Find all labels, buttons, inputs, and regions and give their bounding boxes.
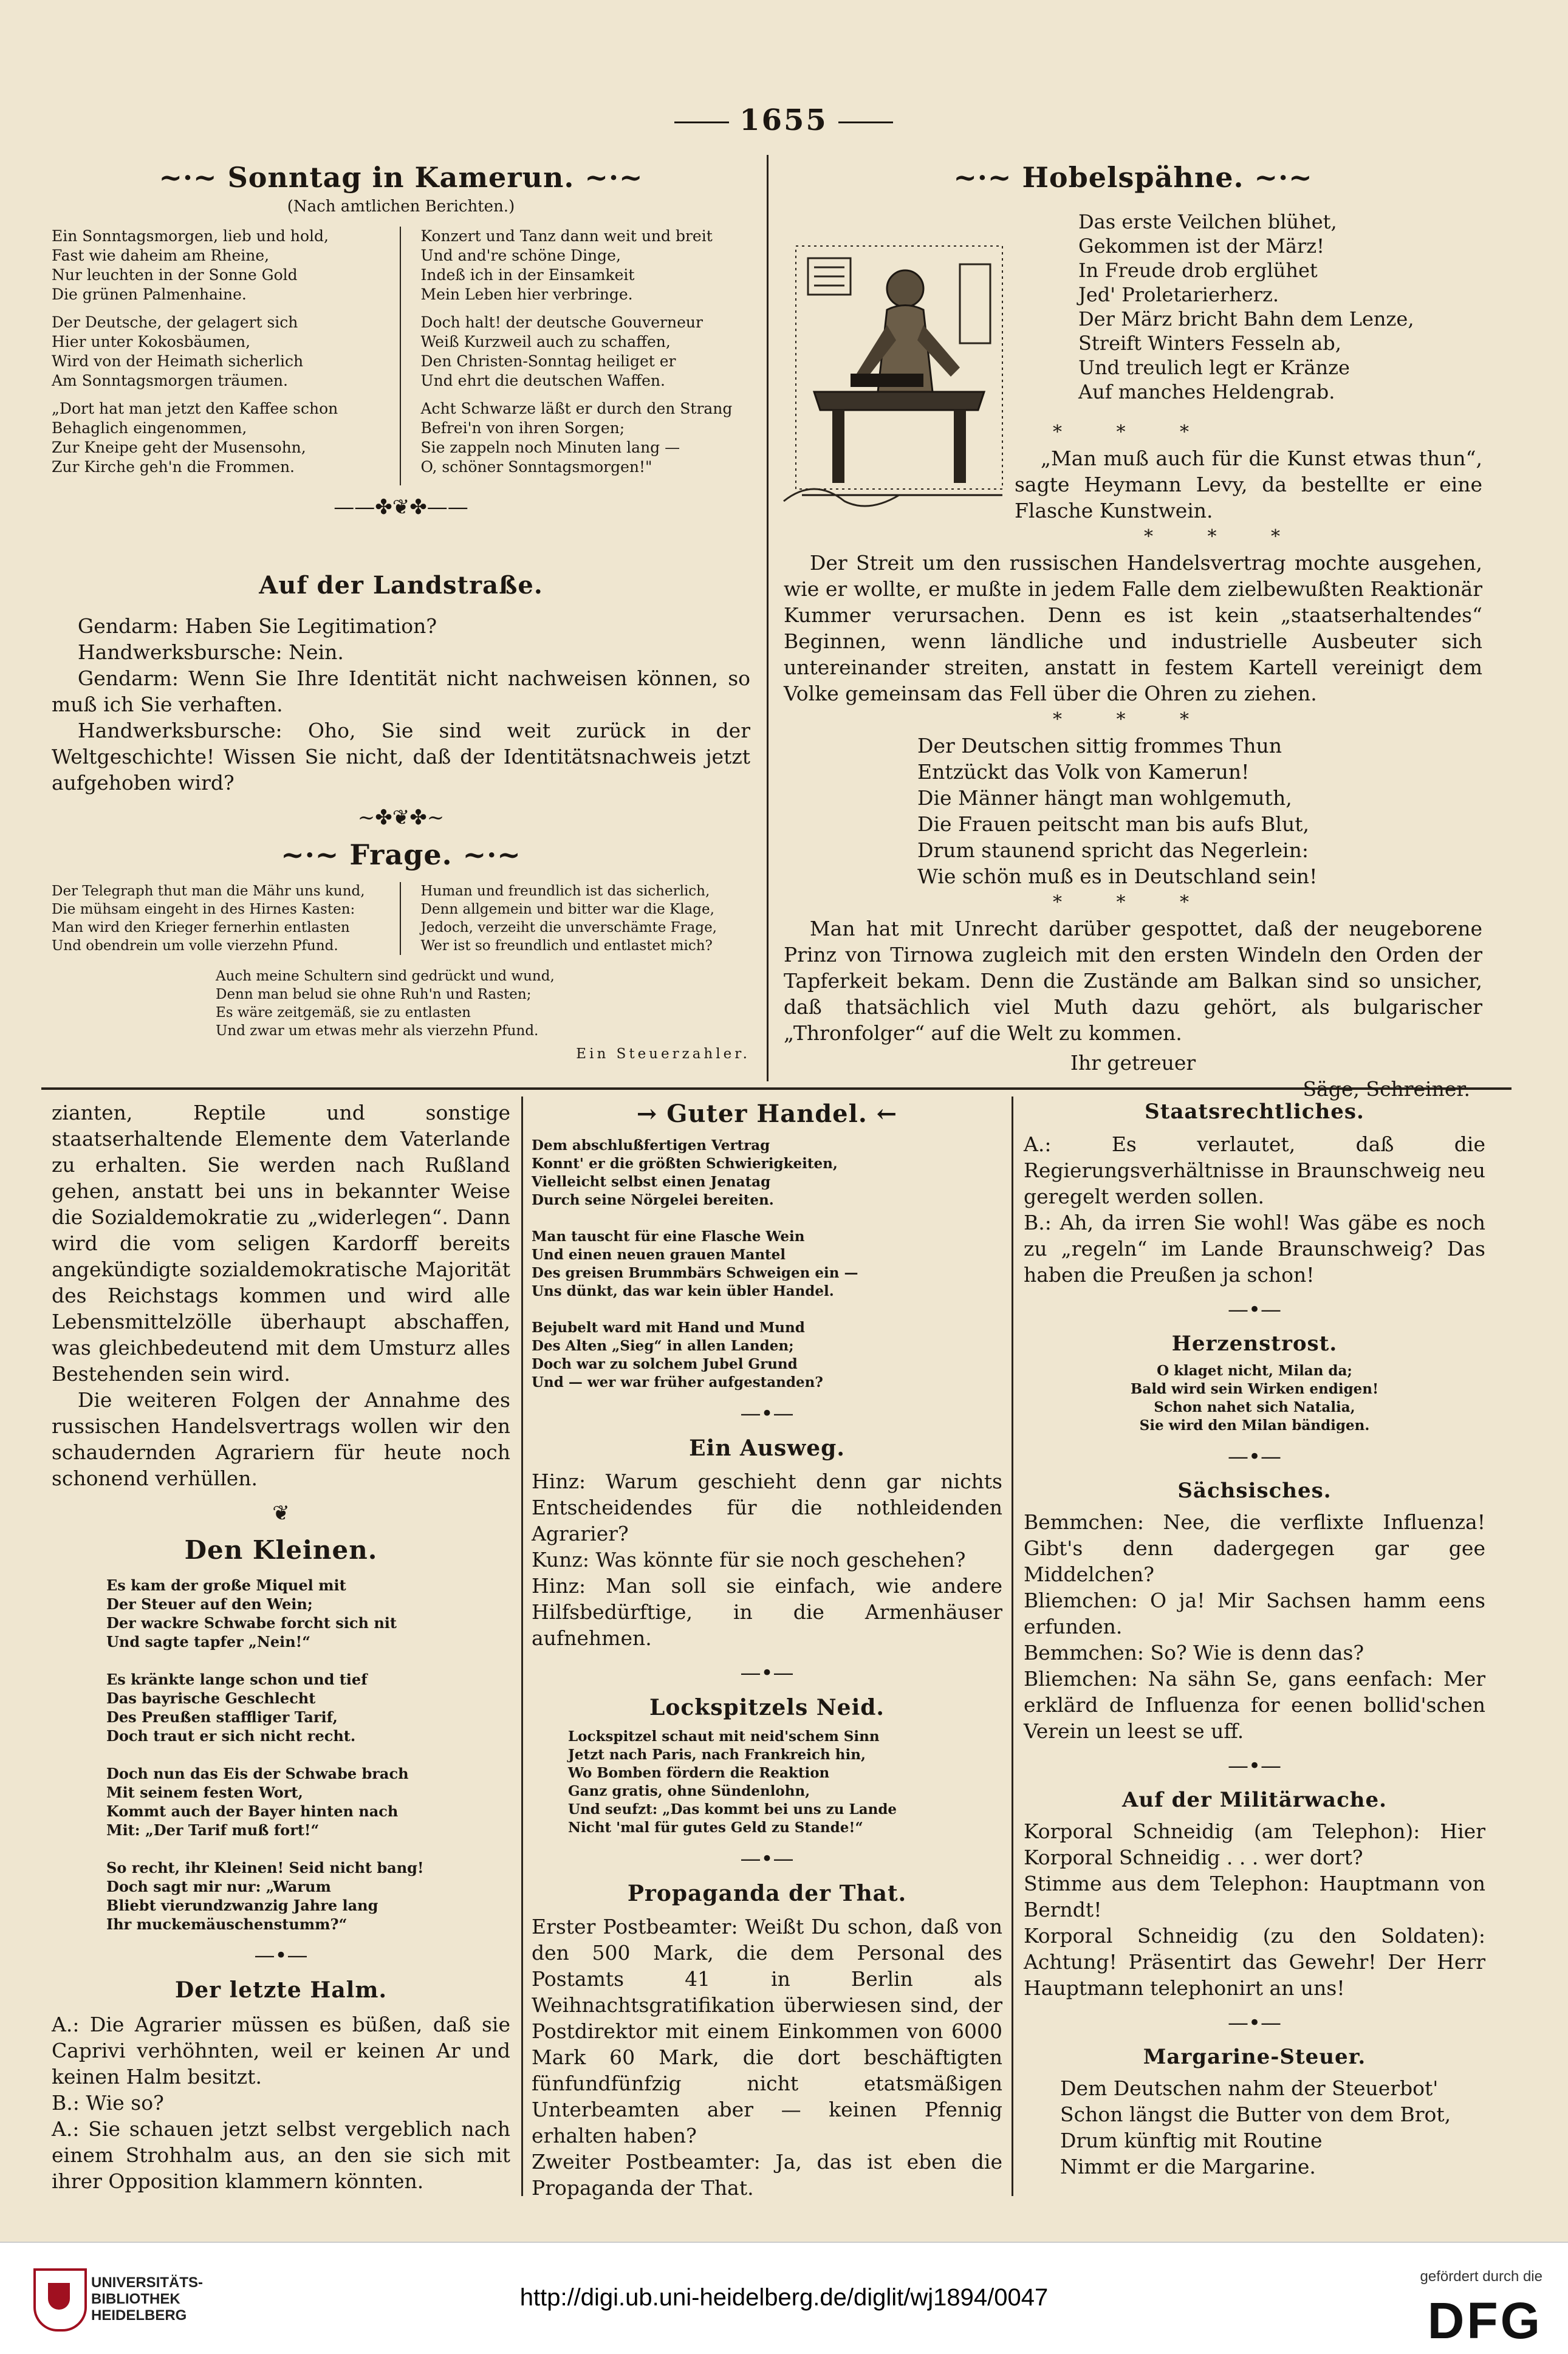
article-title: Auf der Landstraße. [259, 571, 543, 600]
article-title: Margarine-Steuer. [1143, 2045, 1366, 2069]
article-title: Den Kleinen. [184, 1535, 378, 1565]
column-divider-bottom-2 [1012, 1097, 1013, 2196]
article-title: Auf der Militärwache. [1122, 1788, 1387, 1812]
article-title: Herzenstrost. [1171, 1332, 1338, 1356]
dialogue: Erster Postbeamter: Weißt Du schon, daß von den 500 Mark, die dem Personal des Postamts 41 in Berlin als Weihnachtsgratifikation überwiesen sind, der Postdirektor mit einem Einkommen von 6000 Mark 60 Mark, die dort beschäftigten fünfundfünfzig nicht etatsmäßigen Unterbeamten aber — keinen Pfennig erhalten haben? Zweiter Postbeamter: Ja, das ist eben die Propaganda der That. [532, 1915, 1002, 2200]
funding-label: gefördert durch die [1420, 2268, 1542, 2285]
ornament-divider: —•— [740, 1847, 794, 1871]
article-hobelspaehne [784, 161, 1482, 194]
poem-left-column [52, 227, 382, 485]
article-sonntag [52, 161, 750, 529]
poem: Es kam der große Miquel mit Der Steuer auf den Wein; Der wackre Schwabe forcht sich nit Und sagte tapfer „Nein!“ Es kränkte lange schon und tief Das bayrische Geschlecht Des Preußen staffliger Tarif, Doch traut er sich nicht recht. Doch nun das Eis der Schwabe brach Mit seinem festen Wort, Kommt auch der Bayer hinten nach Mit: „Der Tarif muß fort!“ So recht, ihr Kleinen! Seid nicht bang! Doch sagt mir nur: „Warum Bliebt vierundzwanzig Jahre lang Ihr muckemäuschenstumm?“ [106, 1576, 424, 1933]
paragraph: Handwerksbursche: Oho, Sie sind weit zurück in der Weltgeschichte! Wissen Sie nicht, daß der Identitätsnachweis jetzt aufgehoben wird? [52, 719, 750, 795]
stanza: Der Deutsche, der gelagert sich Hier unter Kokosbäumen, Wird von der Heimath sicherlich Am Sonntagsmorgen träumen. [52, 313, 304, 389]
paragraph: Gendarm: Haben Sie Legitimation? [77, 614, 437, 638]
hobel-poem-1 [1078, 210, 1473, 404]
column-divider-top [767, 155, 769, 1081]
ornament-divider: ——✤❦✤—— [334, 495, 468, 519]
dialogue: A.: Die Agrarier müssen es büßen, daß sie Caprivi verhöhnten, weil er keinen Ar und keinen Halm besitzt. B.: Wie so? A.: Sie schauen jetzt selbst vergeblich nach einem Strohhalm aus, an den sie sich mit ihrer Opposition klammern könnten. [52, 2013, 510, 2193]
article-title: → Guter Handel. ← [636, 1100, 898, 1128]
paragraph: Gendarm: Wenn Sie Ihre Identität nicht nachweisen können, so muß ich Sie verhaften. [52, 666, 750, 716]
paragraph: zianten, Reptile und sonstige staatserhaltende Elemente dem Vaterlande zu erhalten. Sie werden nach Rußland gehen, anstatt bei uns in bekannter Weise die Sozialdemokratie zu „widerlegen“. Dann wird die vom seligen Kardorff bereits angekündigte sozialdemokratische Majorität des Reichstags kommen und wird alle Lebensmittelzölle überhaupt abschaffen, was gleichbedeutend mit dem Umsturz alles Bestehenden sein wird. [52, 1101, 510, 1386]
poem: Dem abschlußfertigen Vertrag Konnt' er die größten Schwierigkeiten, Vielleicht selbst einen Jenatag Durch seine Nörgelei bereiten. Man tauscht für eine Flasche Wein Und einen neuen grauen Mantel Des greisen Brummbärs Schweigen ein — Uns dünkt, das war kein übler Handel. Bejubelt ward mit Hand und Mund Des Alten „Sieg“ in allen Landen; Doch war zu solchem Jubel Grund Und — wer war früher aufgestanden? [532, 1137, 858, 1391]
library-footer [0, 2242, 1568, 2354]
paragraph: Man hat mit Unrecht darüber gespottet, daß der neugeborene Prinz von Tirnowa zugleich mit den ersten Windeln den Orden der Tapferkeit bekam. Denn die Zustände am Balkan sind so unsicher, daß thatsächlich viel Muth dazu gehört, als bulgarischer „Thronfolger“ auf die Welt zu kommen. [784, 917, 1482, 1045]
ornament-divider: —•— [1227, 2011, 1282, 2035]
ornament-divider: —•— [254, 1943, 308, 1968]
stanza: Doch halt! der deutsche Gouverneur Weiß Kurzweil auch zu schaffen, Den Christen-Sonntag heiliget er Und ehrt die deutschen Waffen. [420, 313, 703, 389]
article-title: ~·~ Sonntag in Kamerun. ~·~ [159, 161, 643, 194]
article-title: Der letzte Halm. [175, 1977, 387, 2003]
column-divider-bottom-1 [521, 1097, 523, 2196]
bottom-column-1 [52, 1100, 510, 2194]
poem: Lockspitzel schaut mit neid'schem Sinn Jetzt nach Paris, nach Frankreich hin, Wo Bomben fördern die Reaktion Ganz gratis, ohne Sündenlohn, Und seufzt: „Das kommt bei uns zu Lande Nicht 'mal für gutes Geld zu Stande!“ [568, 1728, 897, 1836]
article-subtitle: (Nach amtlichen Berichten.) [287, 197, 515, 216]
article-title: Staatsrechtliches. [1145, 1100, 1364, 1124]
library-name-line: HEIDELBERG [91, 2307, 187, 2324]
poem: O klaget nicht, Milan da; Bald wird sein Wirken endigen! Schon nahet sich Natalia, Sie wird den Milan bändigen. [1130, 1363, 1379, 1434]
dialogue: Hinz: Warum geschieht denn gar nichts Entscheidendes für die nothleidenden Agrarier? Kunz: Was könnte für sie noch geschehen? Hinz: Man soll sie einfach, wie andere Hilfsbedürftige, in die Armenhäuser aufnehmen. [532, 1470, 1002, 1650]
article-title: ~·~ Frage. ~·~ [281, 838, 521, 871]
ornament-divider: —•— [1227, 1298, 1282, 1322]
stanza: „Dort hat man jetzt den Kaffee schon Behaglich eingenommen, Zur Kneipe geht der Musensohn, Zur Kirche geh'n die Frommen. [52, 400, 338, 476]
dialogue: Korporal Schneidig (am Telephon): Hier Korporal Schneidig . . . wer dort? Stimme aus dem Telephon: Hauptmann von Berndt! Korporal Schneidig (zu den Soldaten): Achtung! Präsentirt das Gewehr! Der Herr Hauptmann telephonirt an uns! [1024, 1819, 1485, 2000]
paragraph: Die weiteren Folgen der Annahme des russischen Handelsvertrags wollen wir den schaudernden Agrariern für heute noch schonend verhüllen. [52, 1388, 510, 1490]
poem-right-column [421, 227, 751, 485]
dfg-logo: DFG [1427, 2292, 1542, 2349]
stanza: Konzert und Tanz dann weit und breit Und and're schöne Dinge, Indeß ich in der Einsamkeit Mein Leben hier verbringe. [420, 227, 713, 303]
article-title: Lockspitzels Neid. [649, 1695, 885, 1720]
article-frage [52, 838, 750, 1063]
article-title: Propaganda der That. [627, 1881, 907, 1906]
library-name-line: UNIVERSITÄTS- [91, 2274, 204, 2291]
frage-bottom-stanza: Auch meine Schultern sind gedrückt und wund, Denn man belud sie ohne Ruh'n und Rasten; Es wäre zeitgemäß, sie zu entlasten Und zwar um etwas mehr als vierzehn Pfund. [216, 968, 555, 1039]
dialogue: Bemmchen: Nee, die verflixte Influenza! Gibt's denn dadergegen gar gee Middelchen? Bliemchen: O ja! Mir Sachsen hamm eens erfunden. Bemmchen: So? Wie is denn das? Bliemchen: Na sähn Se, gans eenfach: Mer erklärd de Influenza for eenen bollid'schen Verein un leest se uff. [1024, 1510, 1485, 1743]
bottom-column-3 [1024, 1100, 1485, 2180]
frage-left: Der Telegraph thut man die Mähr uns kund, Die mühsam eingeht in des Hirnes Kasten: Man wird den Krieger fernerhin entlasten Und obendrein um volle vierzehn Pfund. [52, 883, 365, 954]
closing: Ihr getreuer [1070, 1051, 1196, 1075]
hobel-body [784, 419, 1482, 1102]
stars-separator: * * * [1052, 892, 1214, 913]
frage-right: Human und freundlich ist das sicherlich, Denn allgemein und bitter war die Klage, Jedoch, verzeiht die unverschämte Frage, Wer ist so freundlich und entlastet mich? [420, 883, 717, 954]
stars-separator: * * * [1052, 709, 1214, 730]
library-name-line: BIBLIOTHEK [91, 2291, 180, 2307]
stars-separator: * * * [1143, 526, 1305, 547]
paragraph: „Man muß auch für die Kunst etwas thun“, sagte Heymann Levy, da bestellte er eine Flasche Kunstwein. [1015, 447, 1482, 522]
stanza: Acht Schwarze läßt er durch den Strang Befrei'n von ihren Sorgen; Sie zappeln noch Minuten lang — O, schöner Sonntagsmorgen!" [420, 400, 733, 476]
ornament-divider: ~✤❦✤~ [357, 806, 445, 830]
ornament-divider: ❦ [272, 1501, 290, 1525]
stars-separator: * * * [1052, 422, 1214, 443]
bottom-column-2 [532, 1100, 1002, 2201]
signature: Ein Steuerzahler. [576, 1046, 750, 1062]
poem: Der Deutschen sittig frommes Thun Entzückt das Volk von Kamerun! Die Männer hängt man wohlgemuth, Die Frauen peitscht man bis aufs Blut, Drum staunend spricht das Negerlein: Wie schön muß es in Deutschland sein! [917, 734, 1318, 888]
paragraph: Handwerksbursche: Nein. [77, 640, 344, 664]
poem: Das erste Veilchen blühet, Gekommen ist der März! In Freude drob erglühet Jed' Proletarierherz. Der März bricht Bahn dem Lenze, Streift Winters Fesseln ab, Und treulich legt er Kränze Auf manches Heldengrab. [1078, 210, 1414, 403]
poem: Dem Deutschen nahm der Steuerbot' Schon längst die Butter von dem Brot, Drum künftig mit Routine Nimmt er die Margarine. [1060, 2076, 1451, 2178]
page-number: 1655 [662, 103, 905, 137]
poem-divider [400, 227, 403, 485]
permalink[interactable]: http://digi.ub.uni-heidelberg.de/diglit/wj1894/0047 [519, 2284, 1049, 2311]
article-title: ~·~ Hobelspähne. ~·~ [953, 161, 1313, 194]
ornament-divider: —•— [740, 1401, 794, 1426]
ornament-divider: —•— [1227, 1445, 1282, 1469]
poem-divider [400, 882, 403, 955]
dialogue: A.: Es verlautet, daß die Regierungsverhältnisse in Braunschweig neu geregelt werden sollen. B.: Ah, da irren Sie wohl! Was gäbe es noch zu „regeln“ im Lande Braunschweig? Das haben die Preußen ja schon! [1024, 1132, 1485, 1287]
paragraph: Der Streit um den russischen Handelsvertrag mochte ausgehen, wie er wollte, er mußte in jedem Falle dem zielbewußten Reaktionär Kummer verursachen. Denn es ist kein „staatserhaltendes“ Beginnen, wenn ländliche und industrielle Ausbeuter sich untereinander streiten, anstatt in festem Kartell vereinigt dem Volke gemeinsam das Fell über die Ohren zu ziehen. [784, 551, 1482, 705]
signature: Säge, Schreiner. [1303, 1077, 1470, 1101]
article-landstrasse [52, 571, 750, 840]
ornament-divider: —•— [740, 1661, 794, 1685]
article-title: Sächsisches. [1177, 1479, 1332, 1503]
ornament-divider: —•— [1227, 1754, 1282, 1778]
stanza: Ein Sonntagsmorgen, lieb und hold, Fast wie daheim am Rheine, Nur leuchten in der Sonne Gold Die grünen Palmenhaine. [52, 227, 329, 303]
article-title: Ein Ausweg. [689, 1435, 845, 1461]
